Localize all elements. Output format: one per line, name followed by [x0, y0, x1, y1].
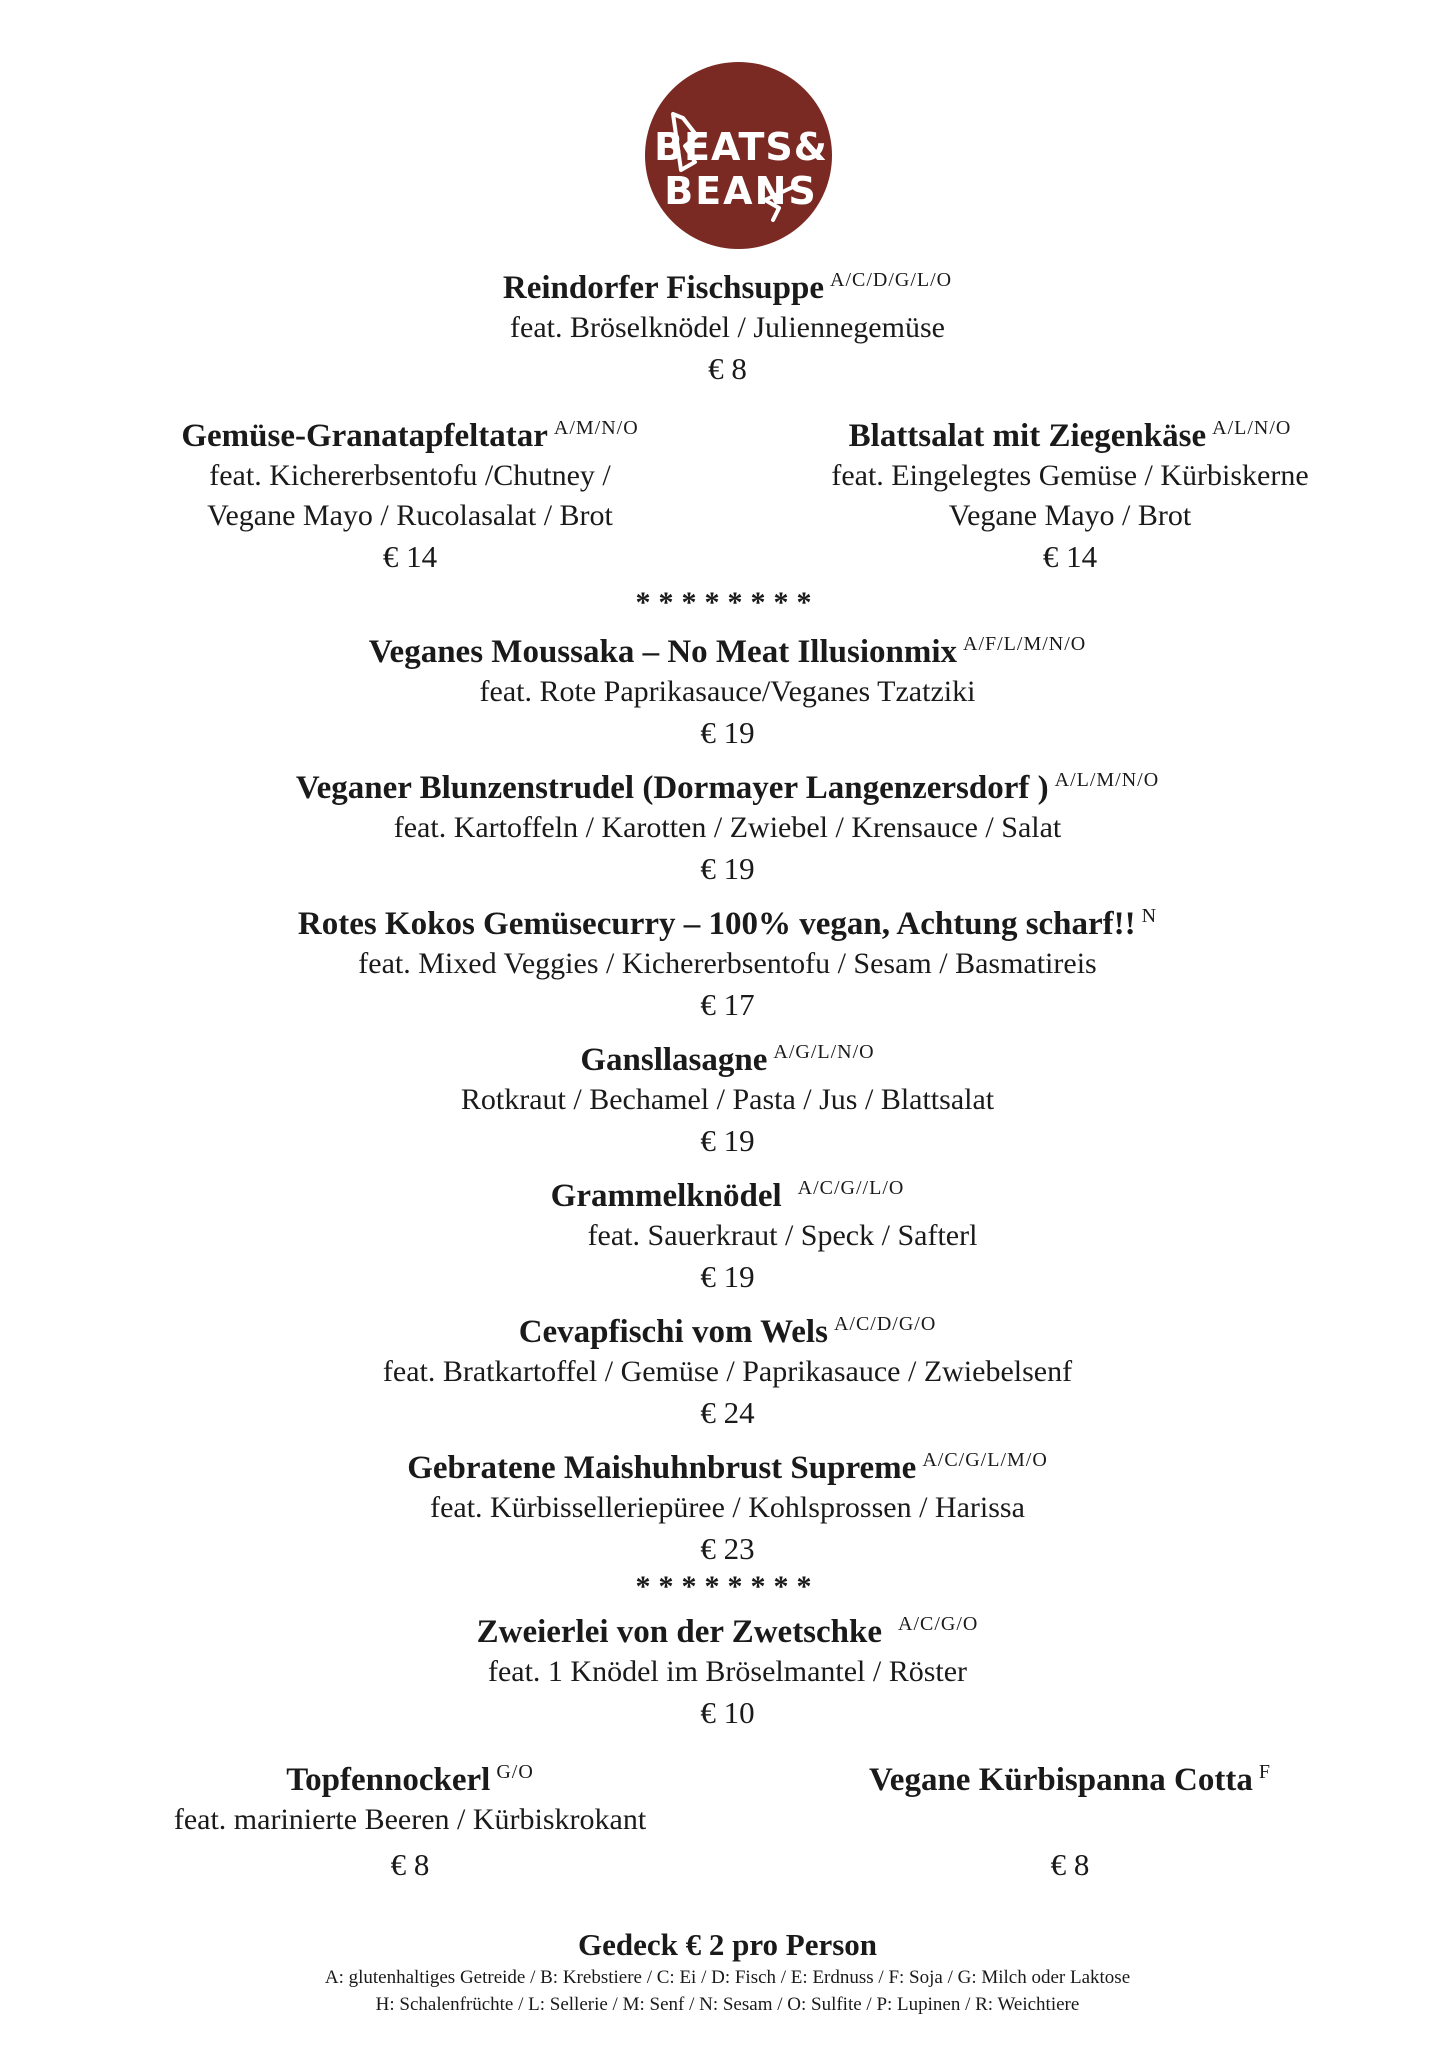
allergen-legend-line-2: H: Schalenfrüchte / L: Sellerie / M: Senf / N: Sesam / O: Sulfite / P: Lupinen / R: Weichtiere [375, 1994, 1080, 2015]
gedeck-note: Gedeck € 2 pro Person [577, 1927, 878, 1962]
dish-title [760, 408, 1380, 456]
dish-name: Reindorfer Fischsuppe [502, 270, 825, 306]
dish-description: feat. Kürbisselleriepüree / Kohlsprossen / Harissa [430, 1491, 1025, 1524]
dish-description [760, 1800, 1380, 1840]
dish-price: € 19 [700, 851, 755, 886]
dish-allergens: A/C/G/O [898, 1613, 979, 1635]
dish-allergens: A/C/G//L/O [797, 1177, 905, 1199]
dish-allergens: A/M/N/O [553, 417, 639, 439]
menu-item-cevapfischi [0, 1304, 1455, 1434]
dish-allergens: A/F/L/M/N/O [963, 633, 1087, 655]
dish-allergens: A/G/L/N/O [773, 1041, 875, 1063]
dish-allergens: A/C/D/G/L/O [830, 269, 953, 291]
dish-description: feat. Bratkartoffel / Gemüse / Paprikasauce / Zwiebelsenf [382, 1355, 1073, 1388]
separator: ******** [635, 586, 820, 619]
dish-title [0, 760, 1455, 808]
dish-name: Blattsalat mit Ziegenkäse [848, 418, 1207, 454]
dish-allergens: A/L/M/N/O [1054, 769, 1160, 791]
dish-price: € 8 [708, 351, 747, 386]
dish-allergens: A/C/D/G/O [833, 1313, 937, 1335]
dish-price: € 14 [1042, 539, 1098, 574]
logo-line-1: BEATS& [654, 125, 828, 169]
dish-allergens: F [1258, 1761, 1271, 1783]
dish-description: Rotkraut / Bechamel / Pasta / Jus / Blattsalat [460, 1083, 995, 1116]
separator: ******** [635, 1570, 820, 1603]
menu-item-maishuhn [0, 1440, 1455, 1570]
dish-description: Vegane Mayo / Rucolasalat / Brot [207, 499, 613, 532]
dish-description: feat. Bröselknödel / Juliennegemüse [510, 311, 945, 344]
dish-description: Vegane Mayo / Brot [948, 499, 1192, 532]
menu-item-moussaka [0, 624, 1455, 754]
dish-price: € 24 [700, 1395, 755, 1430]
dish-name: Gemüse-Granatapfeltatar [181, 418, 548, 454]
menu-item-topfennockerl [100, 1752, 720, 1886]
dish-name: Veganer Blunzenstrudel (Dormayer Langenzersdorf ) [295, 770, 1049, 806]
dish-title [0, 1604, 1455, 1652]
menu-item-lasagne [0, 1032, 1455, 1162]
menu-item-grammelknoedel [0, 1168, 1455, 1298]
logo-mark [645, 62, 832, 249]
dish-title [0, 1032, 1455, 1080]
dish-price: € 14 [382, 539, 438, 574]
dish-name: Gebratene Maishuhnbrust Supreme [407, 1450, 917, 1486]
dish-description: feat. 1 Knödel im Bröselmantel / Röster [487, 1655, 968, 1688]
dish-title [100, 1752, 720, 1800]
dish-title [0, 1168, 1455, 1216]
dish-allergens: A/C/G/L/M/O [922, 1449, 1048, 1471]
dish-name: Vegane Kürbispanna Cotta [869, 1762, 1253, 1798]
menu-item-blattsalat [760, 408, 1380, 578]
dish-allergens: G/O [496, 1761, 534, 1783]
dish-name: Grammelknödel [550, 1178, 782, 1214]
dish-title [0, 896, 1455, 944]
dish-description: feat. Rote Paprikasauce/Veganes Tzatziki [479, 675, 976, 708]
dish-title [0, 1440, 1455, 1488]
dish-title [0, 624, 1455, 672]
dish-allergens: N [1141, 905, 1158, 927]
dish-price: € 10 [700, 1695, 755, 1730]
menu-item-fischsuppe [0, 260, 1455, 390]
dish-title [100, 408, 720, 456]
logo [645, 62, 832, 249]
menu-item-curry [0, 896, 1455, 1026]
dish-description: feat. Eingelegtes Gemüse / Kürbiskerne [831, 459, 1309, 492]
allergen-legend-line-1: A: glutenhaltiges Getreide / B: Krebstiere / C: Ei / D: Fisch / E: Erdnuss / F: Soja / G: Milch oder Laktose [324, 1967, 1131, 1988]
dish-name: Veganes Moussaka – No Meat Illusionmix [368, 634, 957, 670]
dish-title [0, 1304, 1455, 1352]
dish-description: feat. marinierte Beeren / Kürbiskrokant [173, 1803, 647, 1836]
dish-title [760, 1752, 1380, 1800]
dish-price: € 8 [1050, 1847, 1090, 1882]
logo-line-2: BEANS [664, 169, 818, 213]
dish-description: feat. Kichererbsentofu /Chutney / [209, 459, 611, 492]
dish-price: € 19 [700, 715, 755, 750]
dish-description: feat. Sauerkraut / Speck / Safterl [587, 1219, 978, 1252]
dish-description: feat. Kartoffeln / Karotten / Zwiebel / Krensauce / Salat [393, 811, 1062, 844]
menu-item-pannacotta [760, 1752, 1380, 1886]
dish-name: Topfennockerl [286, 1762, 491, 1798]
dish-price: € 17 [700, 987, 755, 1022]
footer [0, 1926, 1455, 2018]
dish-name: Rotes Kokos Gemüsecurry – 100% vegan, Achtung scharf!! [297, 906, 1136, 942]
dish-name: Gansllasagne [580, 1042, 768, 1078]
dish-allergens: A/L/N/O [1212, 417, 1292, 439]
dish-title [0, 260, 1455, 308]
menu-item-tatar [100, 408, 720, 578]
dish-price: € 23 [700, 1531, 755, 1566]
menu-item-blunzenstrudel [0, 760, 1455, 890]
dish-name: Zweierlei von der Zwetschke [476, 1614, 883, 1650]
menu-item-zwetschke [0, 1604, 1455, 1734]
dish-price: € 19 [700, 1259, 755, 1294]
dish-price: € 19 [700, 1123, 755, 1158]
dish-name: Cevapfischi vom Wels [518, 1314, 828, 1350]
dish-price: € 8 [390, 1847, 430, 1882]
dish-description: feat. Mixed Veggies / Kichererbsentofu / Sesam / Basmatireis [358, 947, 1097, 980]
